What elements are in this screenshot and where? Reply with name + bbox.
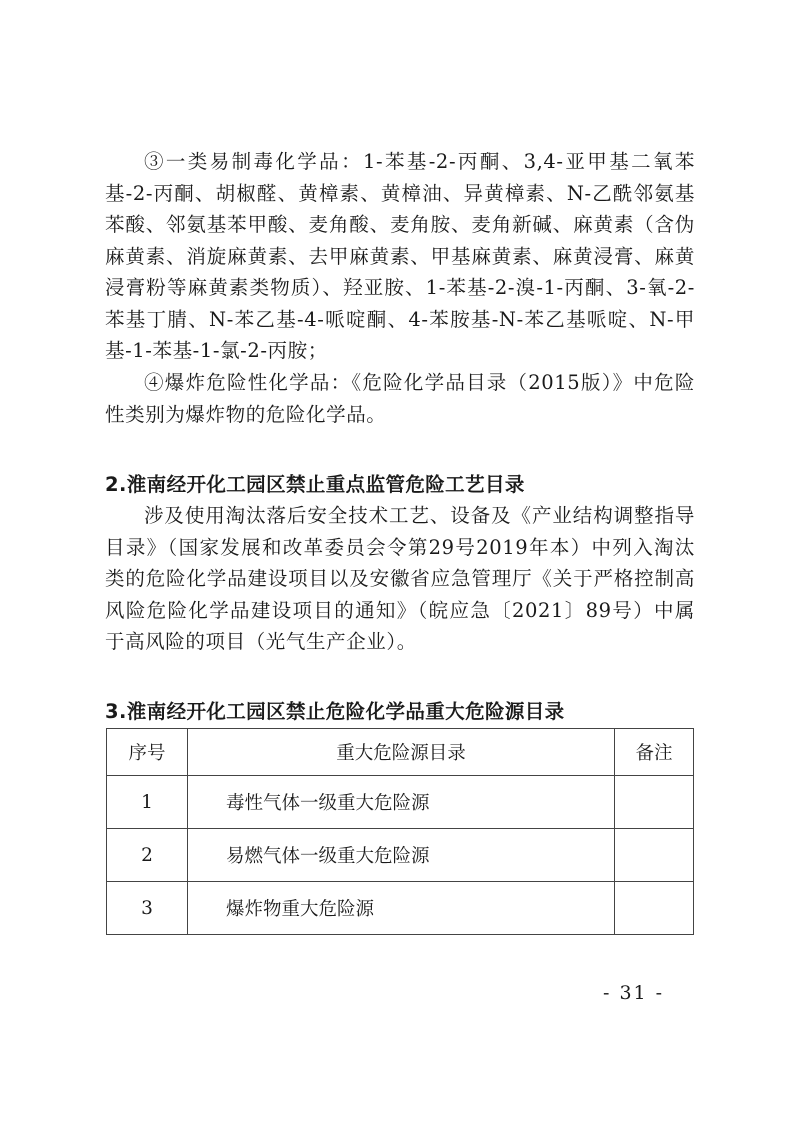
row-remarks xyxy=(615,829,694,882)
row-remarks xyxy=(615,776,694,829)
row-hazard-source: 爆炸物重大危险源 xyxy=(188,882,615,935)
item-3-precursor-chemicals: ③一类易制毒化学品：1-苯基-2-丙酮、3,4-亚甲基二氧苯基-2-丙酮、胡椒醛、黄樟素、黄樟油、异黄樟素、N-乙酰邻氨基苯酸、邻氨基苯甲酸、麦角酸、麦角胺、麦角新碱、麻黄素（含伪麻黄素、消旋麻黄素、去甲麻黄素、甲基麻黄素、麻黄浸膏、麻黄浸膏粉等麻黄素类物质）、羟亚胺、1-苯基-2-溴-1-丙酮、3-氧-2-苯基丁腈、N-苯乙基-4-哌啶酮、4-苯胺基-N-苯乙基哌啶、N-甲基-1-苯基-1-氯-2-丙胺； xyxy=(105,150,695,362)
table-header-row xyxy=(107,729,694,776)
row-serial-number: 3 xyxy=(107,882,188,935)
page-number: - 31 - xyxy=(603,982,665,1004)
row-remarks xyxy=(615,882,694,935)
section-3-heading: 3.淮南经开化工园区禁止危险化学品重大危险源目录 xyxy=(105,700,565,723)
hazard-source-table xyxy=(106,728,694,935)
row-hazard-source: 毒性气体一级重大危险源 xyxy=(188,776,615,829)
table-row xyxy=(107,882,694,935)
header-remarks: 备注 xyxy=(615,729,694,776)
table-row xyxy=(107,776,694,829)
section-2-body: 涉及使用淘汰落后安全技术工艺、设备及《产业结构调整指导目录》（国家发展和改革委员会令第29号2019年本）中列入淘汰类的危险化学品建设项目以及安徽省应急管理厅《关于严格控制高风险危险化学品建设项目的通知》（皖应急〔2021〕89号）中属于高风险的项目（光气生产企业）。 xyxy=(105,504,695,653)
table-row xyxy=(107,829,694,882)
header-hazard-source: 重大危险源目录 xyxy=(188,729,615,776)
header-serial-number: 序号 xyxy=(107,729,188,776)
row-serial-number: 2 xyxy=(107,829,188,882)
item-4-explosive-chemicals: ④爆炸危险性化学品：《危险化学品目录（2015版）》中危险性类别为爆炸物的危险化学品。 xyxy=(105,371,695,426)
section-2-heading: 2.淮南经开化工园区禁止重点监管危险工艺目录 xyxy=(105,473,525,496)
row-hazard-source: 易燃气体一级重大危险源 xyxy=(188,829,615,882)
row-serial-number: 1 xyxy=(107,776,188,829)
